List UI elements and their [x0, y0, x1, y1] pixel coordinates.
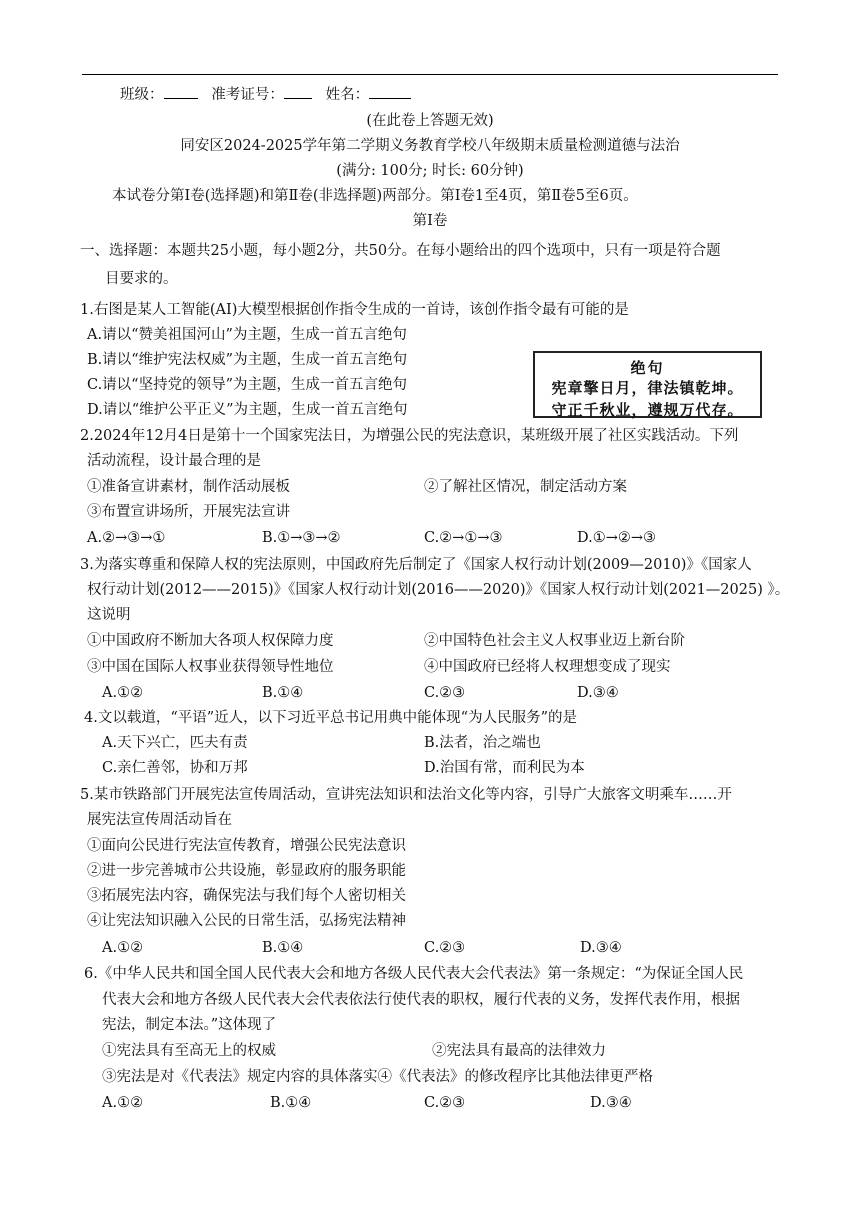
q5-statement-2: ②进一步完善城市公共设施，彰显政府的服务职能	[87, 863, 406, 879]
q2-option-b: B.①→③→②	[262, 530, 341, 546]
q5-stem-1: 5.某市铁路部门开展宪法宣传周活动，宣讲宪法知识和法治文化等内容，引导广大旅客文明乘车……开	[80, 787, 732, 803]
q6-option-c: C.②③	[424, 1095, 466, 1111]
q6-stem-1: 6.《中华人民共和国全国人民代表大会和地方各级人民代表大会代表法》第一条规定：“为保证全国人民	[84, 966, 744, 982]
q3-option-c: C.②③	[424, 685, 466, 701]
name-blank	[369, 84, 411, 99]
q6-statement-1: ①宪法具有至高无上的权威	[102, 1043, 276, 1059]
exam-title: 同安区2024-2025学年第二学期义务教育学校八年级期末质量检测道德与法治	[180, 138, 680, 154]
q6-statement-3-4: ③宪法是对《代表法》规定内容的具体落实④《代表法》的修改程序比其他法律更严格	[102, 1069, 653, 1085]
class-label: 班级：	[120, 87, 164, 103]
q1-option-b: B.请以“维护宪法权威”为主题，生成一首五言绝句	[87, 352, 408, 368]
q3-statement-3: ③中国在国际人权事业获得领导性地位	[87, 659, 334, 675]
exam-intro: 本试卷分第Ⅰ卷(选择题)和第Ⅱ卷(非选择题)两部分。第Ⅰ卷1至4页，第Ⅱ卷5至6页。	[112, 188, 638, 204]
q6-stem-2: 代表大会和地方各级人民代表大会代表依法行使代表的职权，履行代表的义务，发挥代表作用，根据	[102, 992, 740, 1008]
q3-stem-2: 权行动计划(2012——2015)》《国家人权行动计划(2016——2020)》《国家人权行动计划(2021—2025) 》。	[87, 582, 790, 598]
q3-stem-3: 这说明	[87, 607, 131, 623]
name-label: 姓名：	[325, 87, 370, 103]
q1-option-d: D.请以“维护公平正义”为主题，生成一首五言绝句	[87, 402, 408, 418]
q4-option-a: A.天下兴亡，匹夫有责	[102, 735, 248, 751]
q5-stem-2: 展宪法宣传周活动旨在	[87, 812, 232, 828]
q2-statement-3: ③布置宣讲场所，开展宪法宣讲	[87, 504, 290, 520]
q4-option-c: C.亲仁善邻，协和万邦	[102, 760, 248, 776]
class-blank	[164, 84, 198, 99]
exam-number-label: 准考证号：	[211, 87, 284, 103]
q2-stem-1: 2.2024年12月4日是第十一个国家宪法日，为增强公民的宪法意识，某班级开展了社区实践活动。下列	[80, 428, 739, 444]
top-rule	[82, 74, 778, 75]
q1-stem: 1.右图是某人工智能(AI)大模型根据创作指令生成的一首诗，该创作指令最有可能的是	[80, 302, 629, 318]
q2-option-c: C.②→①→③	[424, 530, 503, 546]
q2-stem-2: 活动流程，设计最合理的是	[87, 453, 261, 469]
q3-option-b: B.①④	[262, 685, 304, 701]
q5-statement-1: ①面向公民进行宪法宣传教育，增强公民宪法意识	[87, 838, 406, 854]
q5-option-c: C.②③	[424, 940, 466, 956]
ai-poem-box	[533, 351, 762, 418]
q1-option-a: A.请以“赞美祖国河山”为主题，生成一首五言绝句	[87, 327, 407, 343]
q3-statement-2: ②中国特色社会主义人权事业迈上新台阶	[424, 633, 685, 649]
q2-option-a: A.②→③→①	[87, 530, 166, 546]
q2-statement-2: ②了解社区情况，制定活动方案	[424, 479, 627, 495]
section-instruction-1: 一、选择题：本题共25小题，每小题2分，共50分。在每小题给出的四个选项中，只有一项是符合题	[80, 243, 721, 259]
q6-statement-2: ②宪法具有最高的法律效力	[432, 1043, 606, 1059]
q4-option-d: D.治国有常，而利民为本	[424, 760, 585, 776]
student-info-line	[120, 84, 411, 105]
q1-option-c: C.请以“坚持党的领导”为主题，生成一首五言绝句	[87, 377, 408, 393]
q5-statement-4: ④让宪法知识融入公民的日常生活，弘扬宪法精神	[87, 913, 406, 929]
poem-line-2: 守正千秋业，遵规万代存。	[551, 401, 744, 419]
exam-number-blank	[284, 84, 312, 99]
q3-stem-1: 3.为落实尊重和保障人权的宪法原则，中国政府先后制定了《国家人权行动计划(2009—2010)》《国家人	[80, 557, 752, 573]
q5-option-d: D.③④	[580, 940, 622, 956]
q6-option-d: D.③④	[590, 1095, 632, 1111]
section-instruction-2: 目要求的。	[105, 271, 178, 287]
q3-option-d: D.③④	[577, 685, 619, 701]
poem-line-1: 宪章擎日月，律法镇乾坤。	[551, 379, 744, 397]
q3-statement-1: ①中国政府不断加大各项人权保障力度	[87, 633, 334, 649]
volume-title: 第Ⅰ卷	[412, 213, 448, 229]
q6-option-a: A.①②	[102, 1095, 144, 1111]
q3-option-a: A.①②	[102, 685, 144, 701]
q6-stem-3: 宪法，制定本法。”这体现了	[102, 1017, 277, 1033]
score-time: (满分: 100分; 时长: 60分钟)	[336, 163, 524, 179]
q5-option-b: B.①④	[262, 940, 304, 956]
q2-option-d: D.①→②→③	[577, 530, 657, 546]
q6-option-b: B.①④	[270, 1095, 312, 1111]
poem-title: 绝句	[630, 359, 665, 377]
q5-statement-3: ③拓展宪法内容，确保宪法与我们每个人密切相关	[87, 888, 406, 904]
q2-statement-1: ①准备宣讲素材，制作活动展板	[87, 479, 290, 495]
q4-stem: 4.文以载道，“平语”近人，以下习近平总书记用典中能体现“为人民服务”的是	[84, 710, 577, 726]
q5-option-a: A.①②	[102, 940, 144, 956]
answer-invalid-note: (在此卷上答题无效)	[366, 113, 494, 129]
q4-option-b: B.法者，治之端也	[424, 735, 541, 751]
q3-statement-4: ④中国政府已经将人权理想变成了现实	[424, 659, 671, 675]
